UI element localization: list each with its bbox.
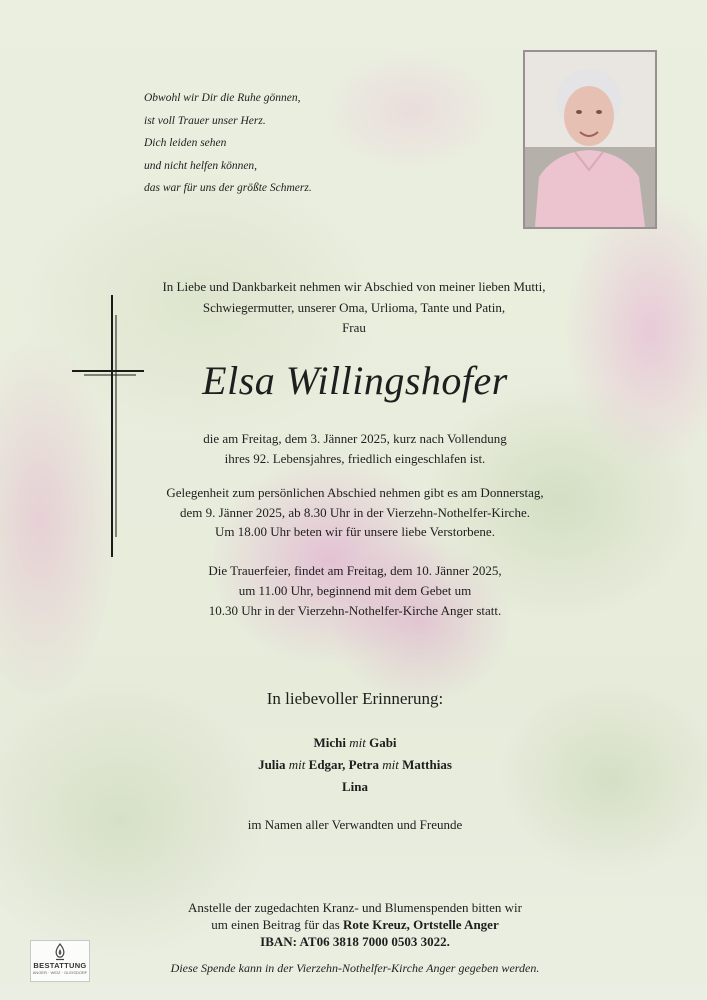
mourner-line	[150, 776, 560, 798]
portrait-photo	[523, 50, 657, 229]
mourner-name: Michi	[313, 735, 346, 750]
mourner-line	[150, 732, 560, 754]
candle-flame-icon	[53, 943, 67, 961]
mourner-name: Lina	[341, 779, 368, 794]
poem-line: ist voll Trauer unser Herz.	[144, 114, 266, 127]
prayer-line: Um 18.00 Uhr beten wir für unsere liebe Verstorbene.	[215, 524, 495, 539]
intro-text	[120, 277, 588, 339]
deceased-name	[150, 350, 560, 414]
mourner-conjunction: mit	[349, 735, 366, 750]
relatives-line: im Namen aller Verwandten und Freunde	[247, 817, 463, 832]
funeral-home-logo	[30, 940, 90, 982]
logo-brand: BESTATTUNG	[33, 961, 87, 970]
viewing-notice	[130, 483, 580, 523]
viewing-line: Gelegenheit zum persönlichen Abschied nehmen gibt es am Donnerstag,	[166, 485, 544, 500]
funeral-notice	[130, 561, 580, 621]
donation-organization: Rote Kreuz, Ortstelle Anger	[343, 917, 499, 932]
intro-line: In Liebe und Dankbarkeit nehmen wir Abschied von meiner lieben Mutti,	[162, 279, 546, 294]
memorial-poem	[144, 87, 444, 200]
mourner-line	[150, 754, 560, 776]
mourner-name: Edgar,	[308, 757, 346, 772]
death-notice	[130, 429, 580, 469]
donation-line: Anstelle der zugedachten Kranz- und Blumenspenden bitten wir	[188, 900, 522, 915]
logo-subtitle: ANGER · WEIZ · GLEISDORF	[32, 970, 88, 975]
donation-line	[140, 916, 570, 933]
donation-iban: IBAN: AT06 3818 7000 0503 3022.	[260, 934, 450, 949]
death-notice-line: die am Freitag, dem 3. Jänner 2025, kurz nach Vollendung	[203, 431, 507, 446]
poem-line: Obwohl wir Dir die Ruhe gönnen,	[144, 92, 301, 104]
mourner-conjunction: mit	[288, 757, 306, 772]
donation-note: Diese Spende kann in der Vierzehn-Nothelfer-Kirche Anger gegeben werden.	[170, 961, 540, 975]
donation-request	[140, 899, 570, 950]
prayer-notice	[130, 522, 580, 542]
donation-iban-line	[140, 933, 570, 950]
mourner-name: Julia	[258, 757, 286, 772]
memory-heading: In liebevoller Erinnerung:	[266, 689, 444, 708]
poem-line: und nicht helfen können,	[144, 159, 258, 172]
poem-line: Dich leiden sehen	[144, 137, 227, 149]
intro-line: Schwiegermutter, unserer Oma, Urlioma, Tante und Patin,	[202, 299, 506, 315]
mourner-name: Gabi	[369, 735, 397, 750]
funeral-line: um 11.00 Uhr, beginnend mit dem Gebet um	[238, 583, 472, 598]
donation-prefix: um einen Beitrag für das	[211, 917, 340, 932]
deceased-name-text: Elsa Willingshofer	[202, 358, 508, 403]
intro-line: Frau	[342, 320, 366, 335]
mourner-name: Petra	[348, 757, 379, 772]
funeral-line: Die Trauerfeier, findet am Freitag, dem 10. Jänner 2025,	[208, 563, 502, 578]
poem-line: das war für uns der größte Schmerz.	[144, 182, 312, 194]
viewing-line: dem 9. Jänner 2025, ab 8.30 Uhr in der Vierzehn-Nothelfer-Kirche.	[180, 505, 530, 520]
death-notice-line: ihres 92. Lebensjahres, friedlich eingeschlafen ist.	[224, 451, 486, 466]
mourner-conjunction: mit	[382, 757, 399, 772]
funeral-line: 10.30 Uhr in der Vierzehn-Nothelfer-Kirche Anger statt.	[208, 603, 502, 618]
mourner-name: Matthias	[402, 757, 452, 772]
mourners-list	[150, 732, 560, 798]
